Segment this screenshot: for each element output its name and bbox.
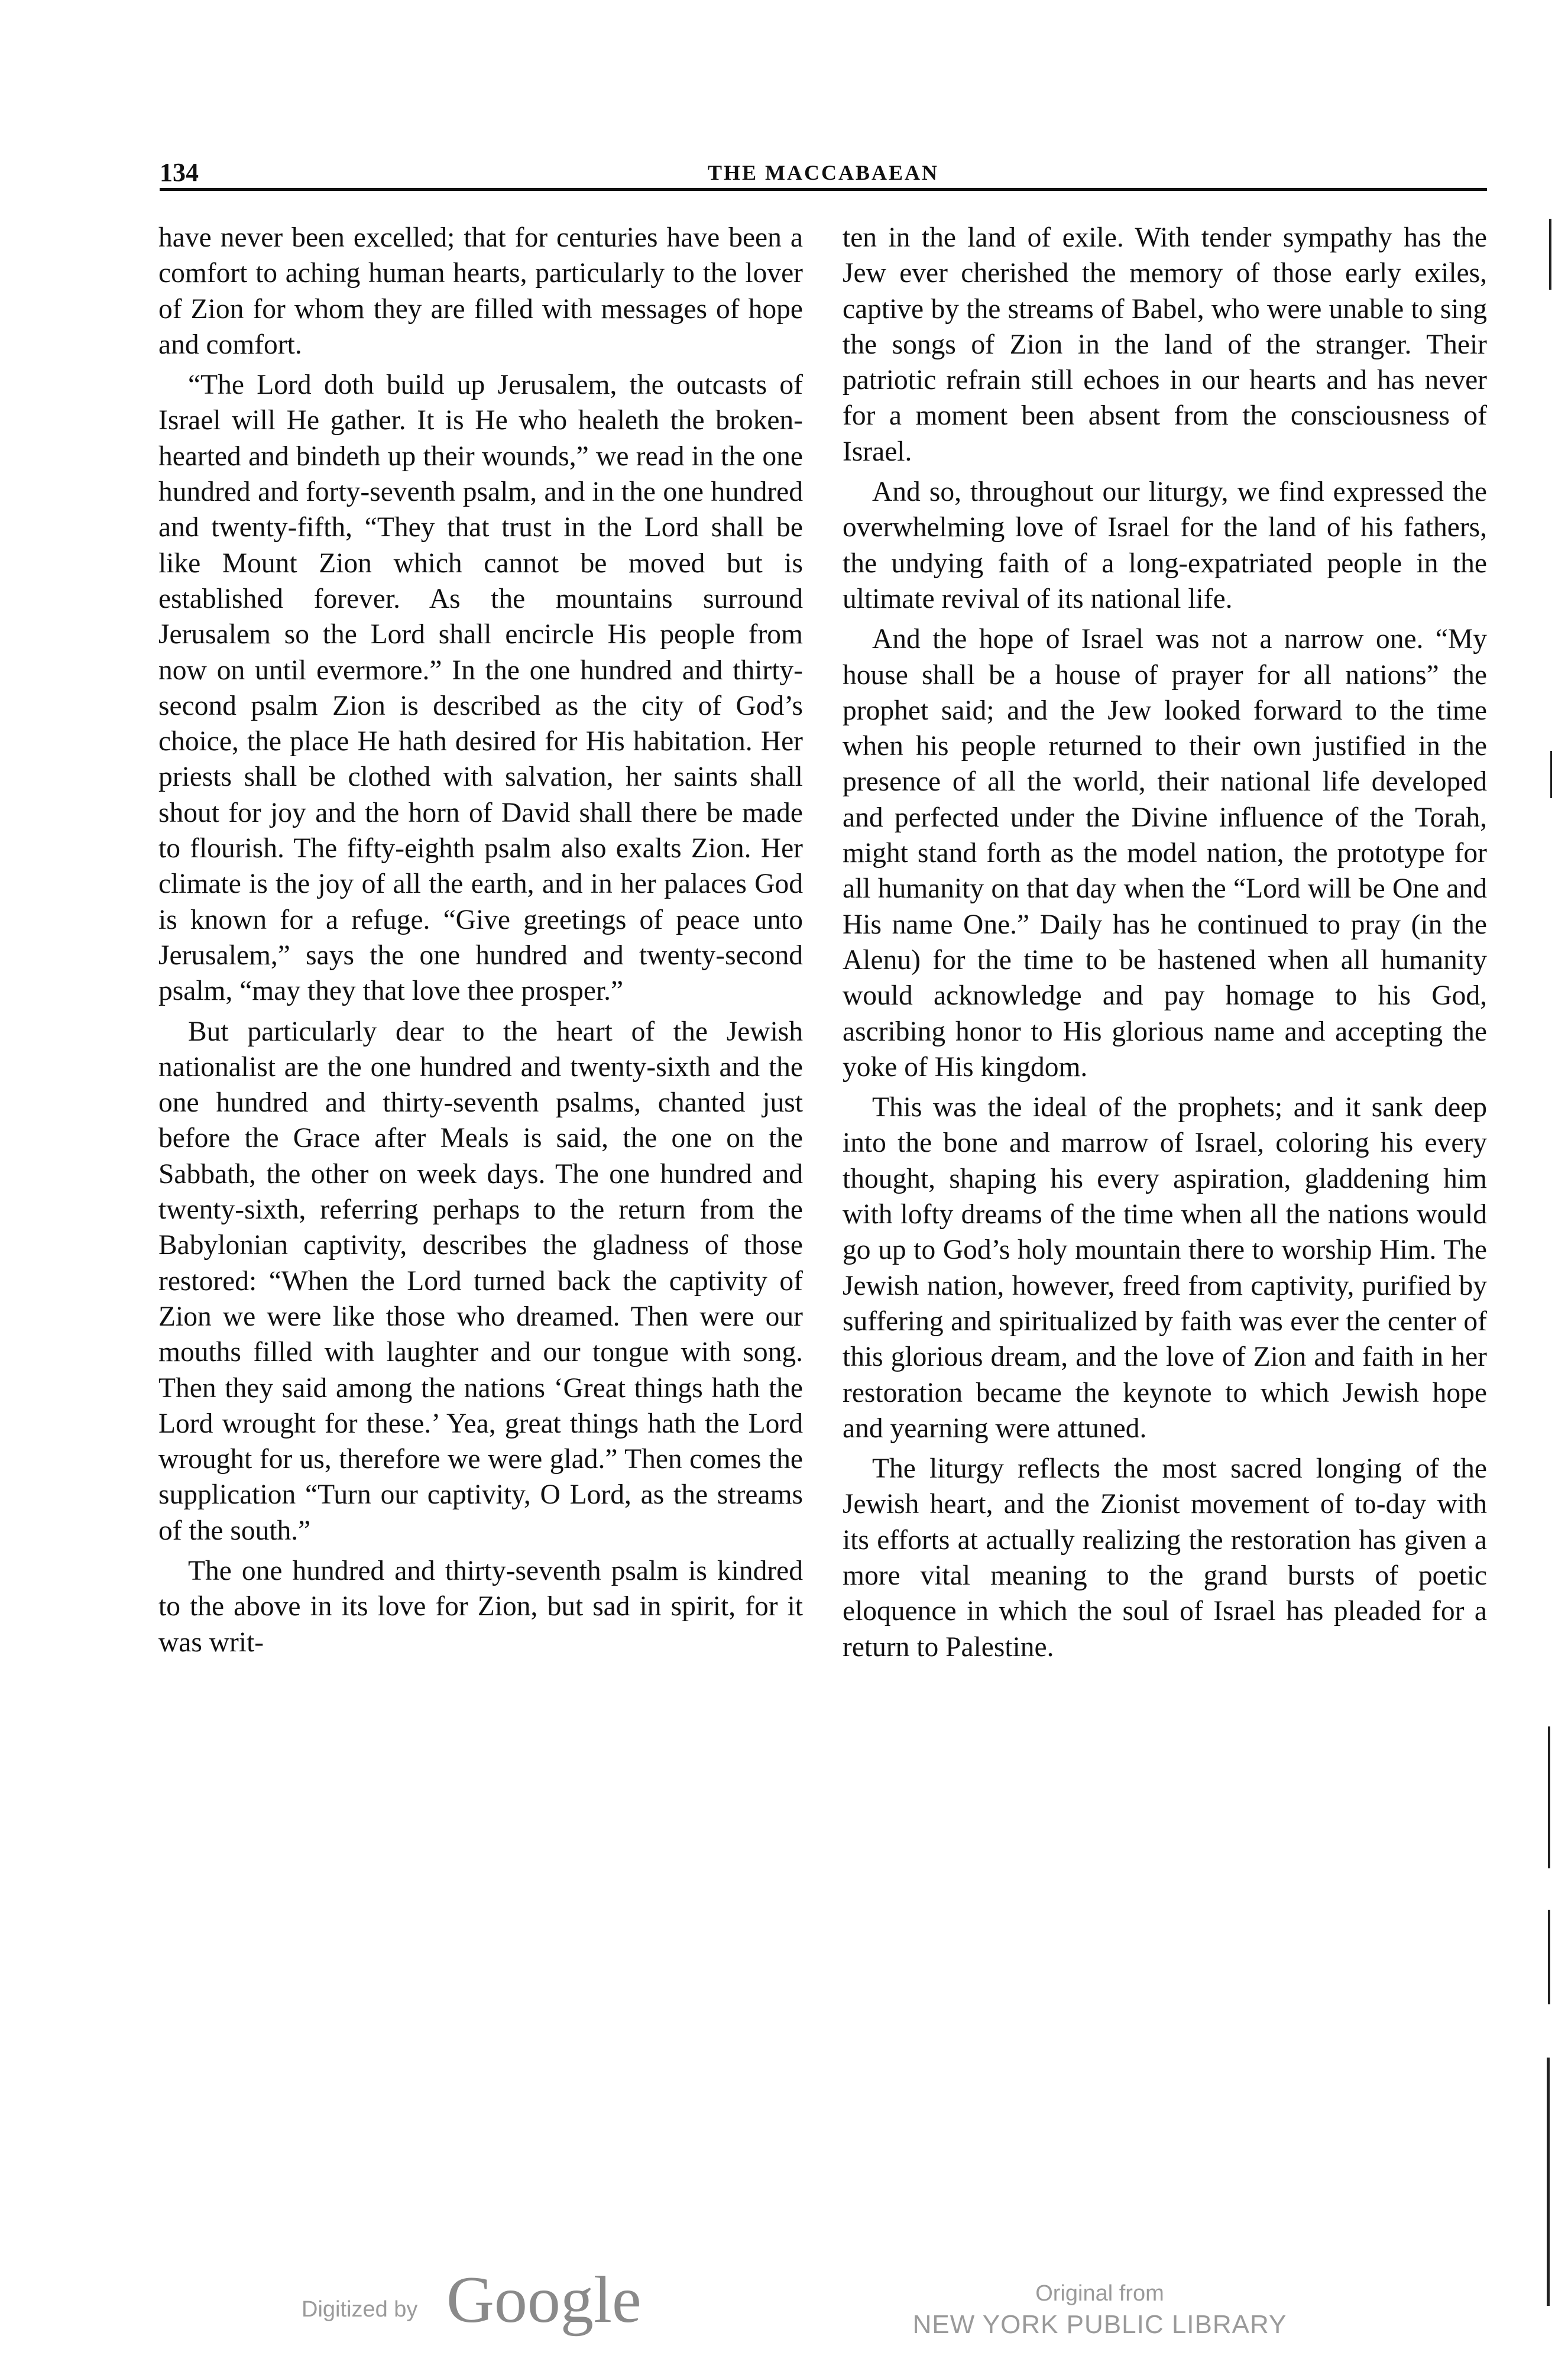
journal-title: THE MACCABAEAN bbox=[707, 161, 939, 184]
original-from-label: Original from bbox=[1035, 2281, 1164, 2306]
scan-margin-mark bbox=[1547, 2058, 1550, 2306]
scan-margin-mark bbox=[1550, 751, 1552, 798]
page-number: 134 bbox=[160, 158, 199, 187]
paragraph: This was the ideal of the prophets; and it sank deep into the bone and marrow of Israel, coloring his every thought, shaping his every aspiration, gladdening him with lofty dreams of the time when all the nations would go up to God’s holy mountain there to worship Him. The Jewish nation, however, freed from captivity, purified by suffering and spiritualized by faith was ever the center of this glorious dream, and the love of Zion and faith in her restoration became the keynote to which Jewish hope and yearning were attuned. bbox=[843, 1092, 1487, 1444]
paragraph: But particularly dear to the heart of the Jewish nationalist are the one hundred and twenty-sixth and the one hundred and thirty-seventh psalms, chanted just before the Grace after Meals is said, the one on the Sabbath, the other on week days. The one hundred and twenty-sixth, referring perhaps to the return from the Babylonian captivity, describes the gladness of those restored: “When the Lord turned back the captivity of Zion we were like those who dreamed. Then were our mouths filled with laughter and our tongue with song. Then they said among the nations ‘Great things hath the Lord wrought for these.’ Yea, great things hath the Lord wrought for us, therefore we were glad.” Then comes the supplication “Turn our captivity, O Lord, as the streams of the south.” bbox=[158, 1016, 803, 1546]
digitized-by-watermark bbox=[302, 2263, 656, 2337]
scan-margin-mark bbox=[1549, 219, 1551, 290]
paragraph: ten in the land of exile. With tender sympathy has the Jew ever cherished the memory of those early exiles, captive by the streams of Babel, who were unable to sing the songs of Zion in the land of the stranger. Their patriotic refrain still echoes in our hearts and has never for a moment been absent from the consciousness of Israel. bbox=[843, 222, 1487, 467]
paragraph: The one hundred and thirty-seventh psalm is kindred to the above in its love for Zion, but sad in spirit, for it was writ- bbox=[158, 1555, 803, 1658]
paragraph: “The Lord doth build up Jerusalem, the outcasts of Israel will He gather. It is He who healeth the broken-hearted and bindeth up their wounds,” we read in the one hundred and forty-seventh psalm, and in the one hundred and twenty-fifth, “They that trust in the Lord shall be like Mount Zion which cannot be moved but is established forever. As the mountains surround Jerusalem so the Lord shall encircle His people from now on until evermore.” In the one hundred and thirty-second psalm Zion is described as the city of God’s choice, the place He hath desired for His habitation. Her priests shall be clothed with salvation, her saints shall shout for joy and the horn of David shall there be made to flourish. The fifty-eighth psalm also exalts Zion. Her climate is the joy of all the earth, and in her palaces God is known for a refuge. “Give greetings of peace unto Jerusalem,” says the one hundred and twenty-second psalm, “may they that love thee prosper.” bbox=[158, 370, 803, 1007]
library-name: NEW YORK PUBLIC LIBRARY bbox=[912, 2310, 1287, 2339]
running-head bbox=[160, 155, 1487, 190]
digitized-by-label: Digitized by bbox=[302, 2297, 418, 2322]
scan-margin-mark bbox=[1548, 1726, 1550, 1868]
header-rule bbox=[160, 188, 1487, 191]
scan-margin-mark bbox=[1548, 1910, 1550, 2004]
google-logo: Google bbox=[446, 2263, 642, 2337]
paragraph: And the hope of Israel was not a narrow one. “My house shall be a house of prayer for all nations” the prophet said; and the Jew looked forward to the time when his people returned to their own justified in the presence of all the world, their national life developed and perfected under the Divine influence of the Torah, might stand forth as the model nation, the prototype for all humanity on that day when the “Lord will be One and His name One.” Daily has he continued to pray (in the Alenu) for the time to be hastened when all humanity would acknowledge and pay homage to his God, ascribing honor to His glorious name and accepting the yoke of His kingdom. bbox=[843, 624, 1487, 1083]
paragraph: have never been excelled; that for centuries have been a comfort to aching human hearts, particularly to the lover of Zion for whom they are filled with messages of hope and comfort. bbox=[158, 222, 803, 360]
right-column bbox=[843, 220, 1487, 2076]
left-column bbox=[158, 220, 803, 2076]
paragraph: The liturgy reflects the most sacred longing of the Jewish heart, and the Zionist movement of to-day with its efforts at actually realizing the restoration has given a more vital meaning to the grand bursts of poetic eloquence in which the soul of Israel has pleaded for a return to Palestine. bbox=[843, 1453, 1487, 1663]
paragraph: And so, throughout our liturgy, we find expressed the overwhelming love of Israel for the land of his fathers, the undying faith of a long-expatriated people in the ultimate revival of its national life. bbox=[843, 477, 1487, 614]
original-from-watermark bbox=[911, 2279, 1289, 2342]
